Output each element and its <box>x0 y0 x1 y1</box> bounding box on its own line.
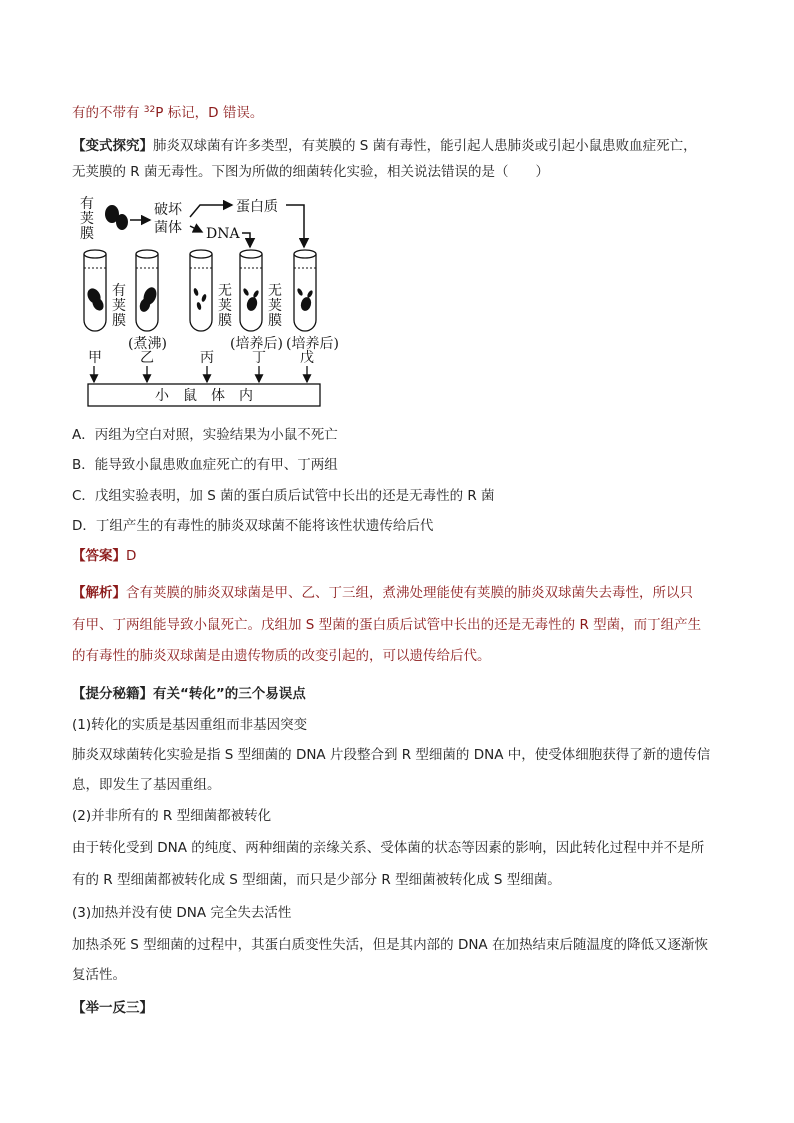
variant-text1: 肺炎双球菌有许多类型，有荚膜的 S 菌有毒性，能引起人患肺炎或引起小鼠患败血症死亡， <box>153 138 697 154</box>
answer-line <box>72 546 136 566</box>
label-cultured-2: (培养后) <box>286 336 339 352</box>
label-dna: DNA <box>206 226 240 242</box>
test-tube-yi <box>136 250 159 331</box>
variant-question-line1 <box>72 136 697 156</box>
label-nocapsule-tube4-2: 荚 <box>268 298 282 314</box>
analysis-line3: 的有毒性的肺炎双球菌是由遗传物质的改变引起的，可以遗传给后代。 <box>72 648 491 664</box>
label-nocapsule-tube4-1: 无 <box>268 283 282 299</box>
tips-point2-line1: 由于转化受到 DNA 的纯度、两种细菌的亲缘关系、受体菌的状态等因素的影响，因此转化过程中并不是所 <box>72 840 705 856</box>
test-tube-jia <box>84 250 106 331</box>
analysis-line1 <box>72 583 693 603</box>
answer-value: D <box>126 548 137 564</box>
tips-point2-title: (2)并非所有的 R 型细菌都被转化 <box>72 808 272 824</box>
variant-tag: 【变式探究】 <box>72 138 153 154</box>
tips-heading: 【提分秘籍】有关“转化”的三个易误点 <box>72 686 306 702</box>
option-c: C．戊组实验表明，加 S 菌的蛋白质后试管中长出的还是无毒性的 R 菌 <box>72 488 495 504</box>
label-protein: 蛋白质 <box>236 199 278 215</box>
test-tube-bing <box>190 250 212 331</box>
label-nocapsule-tube3-3: 膜 <box>218 313 232 329</box>
analysis-text1: 含有荚膜的肺炎双球菌是甲、乙、丁三组，煮沸处理能使有荚膜的肺炎双球菌失去毒性，所以只 <box>126 585 693 601</box>
intro-text-post: P 标记，D 错误。 <box>155 105 264 121</box>
tips-point1-line2: 息，即发生了基因重组。 <box>72 777 221 793</box>
label-cultured-1: (培养后) <box>230 336 283 352</box>
label-capsule-top-3: 膜 <box>80 226 94 242</box>
analysis-tag: 【解析】 <box>72 585 126 601</box>
label-break-1: 破坏 <box>154 202 182 218</box>
next-section-heading: 【举一反三】 <box>72 1000 153 1016</box>
tips-point1-title: (1)转化的实质是基因重组而非基因突变 <box>72 717 308 733</box>
answer-tag: 【答案】 <box>72 548 126 564</box>
tips-point3-title: (3)加热并没有使 DNA 完全失去活性 <box>72 905 292 921</box>
variant-question-line2: 无荚膜的 R 菌无毒性。下图为所做的细菌转化实验，相关说法错误的是（ ） <box>72 164 549 180</box>
intro-text-pre: 有的不带有 <box>72 105 144 121</box>
label-capsule-tube1-1: 有 <box>112 283 126 299</box>
test-tube-wu <box>294 250 316 331</box>
analysis-line2: 有甲、丁两组能导致小鼠死亡。戊组加 S 型菌的蛋白质后试管中长出的还是无毒性的 R 型菌，而丁组产生 <box>72 617 702 633</box>
arrow-dna-to-tube4 <box>242 233 250 247</box>
bacteria-transformation-diagram <box>72 192 372 410</box>
option-d: D．丁组产生的有毒性的肺炎双球菌不能将该性状遗传给后代 <box>72 518 434 534</box>
intro-line <box>72 103 263 123</box>
label-capsule-tube1-2: 荚 <box>112 298 126 314</box>
label-boiled: (煮沸) <box>128 336 167 352</box>
group-label-bing: 丙 <box>200 350 214 366</box>
isotope-superscript: 32 <box>143 105 156 115</box>
option-b: B．能导致小鼠患败血症死亡的有甲、丁两组 <box>72 457 338 473</box>
tips-point2-line2: 有的 R 型细菌都被转化成 S 型细菌，而只是少部分 R 型细菌被转化成 S 型细菌。 <box>72 872 561 888</box>
label-nocapsule-tube3-2: 荚 <box>218 298 232 314</box>
test-tube-ding <box>240 250 262 331</box>
arrow-to-dna <box>190 226 202 232</box>
group-label-wu: 戊 <box>300 350 314 366</box>
label-capsule-top-1: 有 <box>80 196 94 212</box>
bacterium-shape <box>116 214 128 230</box>
tips-point1-line1: 肺炎双球菌转化实验是指 S 型细菌的 DNA 片段整合到 R 型细菌的 DNA 中，使受体细胞获得了新的遗传信 <box>72 747 711 763</box>
option-a: A．丙组为空白对照，实验结果为小鼠不死亡 <box>72 427 338 443</box>
group-label-yi: 乙 <box>140 350 154 366</box>
mouse-box-label: 小 鼠 体 内 <box>155 388 253 404</box>
label-capsule-tube1-3: 膜 <box>112 313 126 329</box>
group-label-ding: 丁 <box>252 350 266 366</box>
tips-point3-line1: 加热杀死 S 型细菌的过程中，其蛋白质变性失活，但是其内部的 DNA 在加热结束后随温度的降低又逐渐恢 <box>72 937 708 953</box>
label-nocapsule-tube4-3: 膜 <box>268 313 282 329</box>
group-label-jia: 甲 <box>88 350 102 366</box>
label-nocapsule-tube3-1: 无 <box>218 283 232 299</box>
arrow-to-protein <box>190 205 232 217</box>
label-capsule-top-2: 荚 <box>80 211 94 227</box>
label-break-2: 菌体 <box>154 220 182 236</box>
tips-point3-line2: 复活性。 <box>72 967 126 983</box>
arrow-protein-to-tube5 <box>286 205 304 247</box>
